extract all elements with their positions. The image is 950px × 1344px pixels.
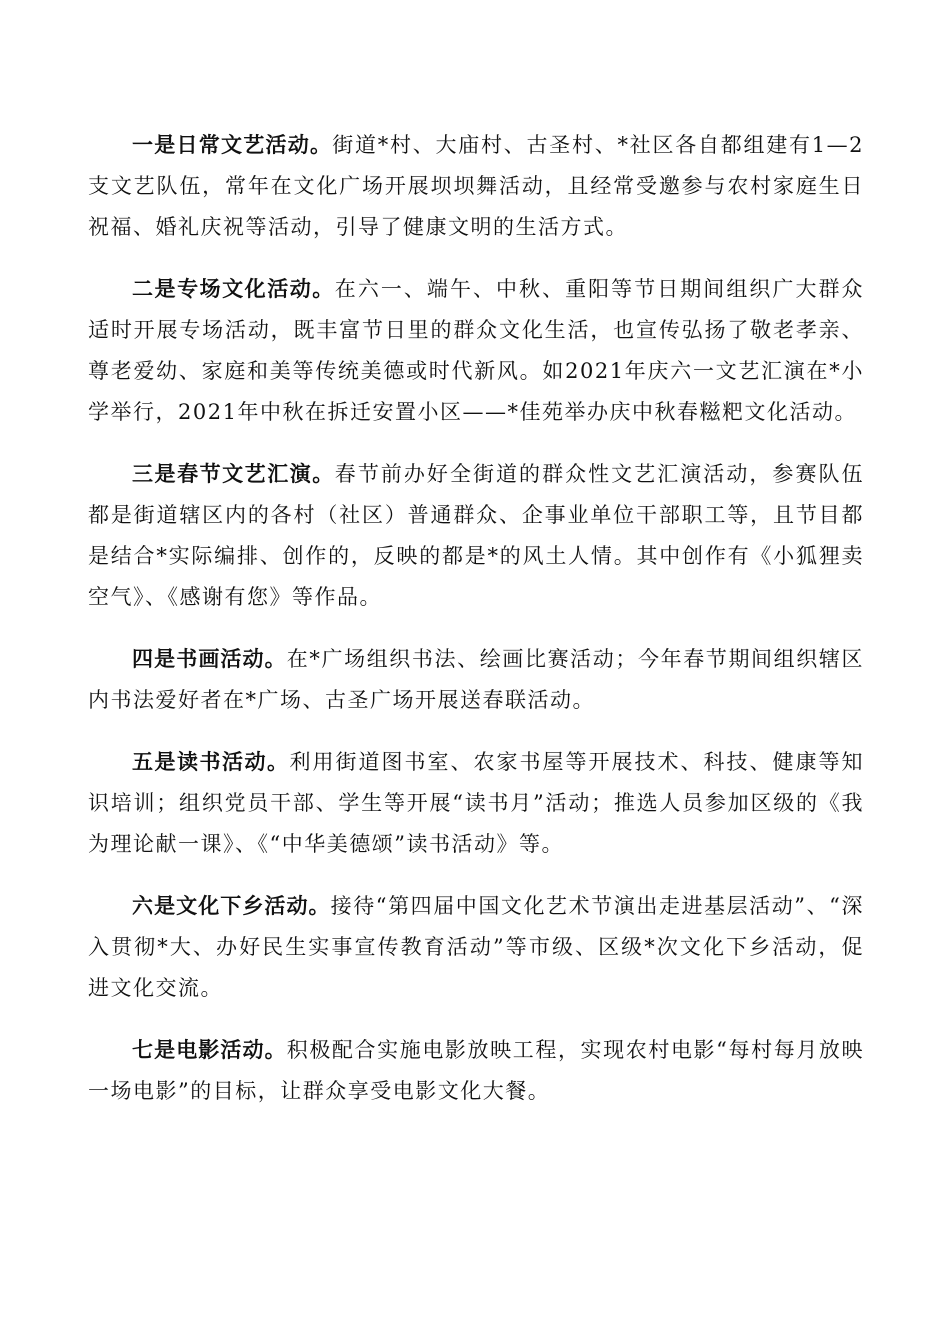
paragraph-daily-arts [88, 125, 864, 248]
paragraph-lead: 二是专场文化活动。 [132, 277, 335, 301]
paragraph-lead: 七是电影活动。 [132, 1038, 287, 1062]
paragraph-lead: 六是文化下乡活动。 [132, 894, 331, 918]
paragraph-text: 利用街道图书室、农家书屋等开展技术、科技、健康等知识培训；组织党员干部、学生等开展“读书月”活动；推选人员参加区级的《我为理论献一课》、《“中华美德颂”读书活动》等。 [88, 750, 864, 856]
paragraph-spring-festival-show [88, 454, 864, 618]
paragraph-film [88, 1030, 864, 1112]
paragraph-lead: 三是春节文艺汇演。 [132, 462, 335, 486]
paragraph-text: 街道*村、大庙村、古圣村、*社区各自都组建有1—2支文艺队伍，常年在文化广场开展坝坝舞活动，且经常受邀参与农村家庭生日祝福、婚礼庆祝等活动，引导了健康文明的生活方式。 [88, 133, 864, 239]
paragraph-lead: 四是书画活动。 [132, 647, 287, 671]
paragraph-text: 在*广场组织书法、绘画比赛活动；今年春节期间组织辖区内书法爱好者在*广场、古圣广场开展送春联活动。 [88, 647, 864, 712]
paragraph-text: 接待“第四届中国文化艺术节演出走进基层活动”、“深入贯彻*大、办好民生实事宣传教育活动”等市级、区级*次文化下乡活动，促进文化交流。 [88, 894, 864, 1000]
paragraph-text: 积极配合实施电影放映工程，实现农村电影“每村每月放映一场电影”的目标，让群众享受电影文化大餐。 [88, 1038, 865, 1103]
paragraph-lead: 一是日常文艺活动。 [132, 133, 333, 157]
paragraph-text: 春节前办好全街道的群众性文艺汇演活动，参赛队伍都是街道辖区内的各村（社区）普通群众、企事业单位干部职工等，且节目都是结合*实际编排、创作的，反映的都是*的风土人情。其中创作有《小狐狸卖空气》、《感谢有您》等作品。 [88, 462, 865, 609]
paragraph-special-culture [88, 269, 864, 433]
paragraph-calligraphy-painting [88, 639, 864, 721]
paragraph-culture-to-countryside [88, 886, 864, 1009]
paragraph-lead: 五是读书活动。 [132, 750, 290, 774]
document-body [88, 125, 864, 1133]
paragraph-reading [88, 742, 864, 865]
paragraph-text: 在六一、端午、中秋、重阳等节日期间组织广大群众适时开展专场活动，既丰富节日里的群众文化生活，也宣传弘扬了敬老孝亲、尊老爱幼、家庭和美等传统美德或时代新风。如2021年庆六一文艺汇演在*小学举行，2021年中秋在拆迁安置小区——*佳苑举办庆中秋春糍粑文化活动。 [88, 277, 865, 424]
